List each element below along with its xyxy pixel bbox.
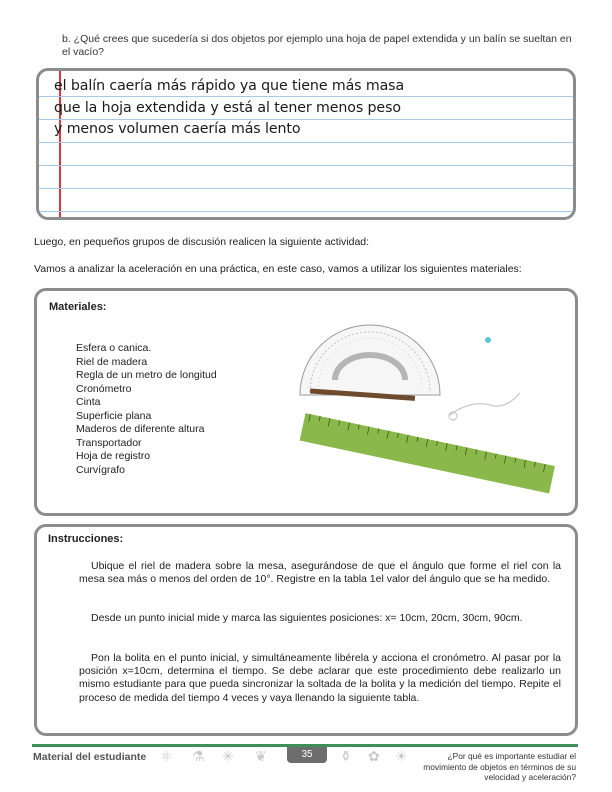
material-item: Regla de un metro de longitud [76, 369, 217, 381]
material-item: Cinta [76, 396, 101, 408]
ball-icon [485, 337, 491, 343]
handwritten-answer [54, 76, 554, 141]
material-item: Transportador [76, 436, 142, 449]
instruction-paragraph-1 [79, 560, 561, 586]
test-tube-icon: ⚗ [192, 748, 205, 764]
material-item: Riel de madera [76, 355, 148, 368]
material-item: Curvígrafo [76, 463, 126, 476]
atom-icon: ⚛ [160, 748, 173, 764]
tape-icon [450, 393, 520, 415]
material-item: Superficie plana [76, 409, 152, 422]
answer-line: y menos volumen caería más lento [54, 121, 301, 137]
answer-line: el balín caería más rápido ya que tiene más masa [54, 78, 405, 94]
protractor-icon [300, 325, 440, 395]
material-item: Hoja de registro [76, 450, 151, 462]
leaf-icon: ❦ [255, 748, 267, 764]
intro-line-1: Luego, en pequeños grupos de discusión realicen la siguiente actividad: [34, 236, 370, 248]
ruler-icon [300, 413, 555, 493]
instruction-paragraph-2 [79, 612, 561, 625]
instruction-text: Ubique el riel de madera sobre la mesa, asegurándose de que el ángulo que forme el riel con la mesa sea más o menos del orden de 10°. Registre en la tabla 1el valor del ángulo que se ha medido. [79, 560, 561, 586]
ruled-line [39, 211, 573, 212]
instruction-text: Desde un punto inicial mide y marca las siguientes posiciones: x= 10cm, 20cm, 30cm, 90cm. [91, 612, 523, 624]
intro-line-2: Vamos a analizar la aceleración en una práctica, en este caso, vamos a utilizar los siguientes materiales: [34, 263, 522, 275]
instructions-title: Instrucciones: [48, 533, 124, 545]
materials-illustration [290, 320, 560, 500]
footer-question: ¿Por qué es importante estudiar el movimiento de objetos en términos de su velocidad y aceleración? [423, 751, 576, 782]
molecule-icon: ✳ [222, 748, 234, 764]
material-item: Maderos de diferente altura [76, 423, 205, 435]
materials-list [76, 342, 217, 477]
materials-title: Materiales: [49, 301, 107, 313]
flower-icon: ✿ [368, 748, 380, 764]
instruction-text: Pon la bolita en el punto inicial, y simultáneamente libérela y acciona el cronómetro. Al pasar por la posición x=10cm, determina el tiempo. Se debe aclarar que este procedimiento debe realizarlo un mismo estudiante para que pueda sincronizar la soltada de la bolita y la medición del tiempo. Repite el proceso de medida del tiempo 4 veces y vaya llenando la siguiente tabla. [79, 652, 561, 704]
bulb-icon: ☀ [395, 748, 408, 764]
material-item: Cronómetro [76, 382, 132, 395]
question-text: b. ¿Qué crees que sucedería si dos objetos por ejemplo una hoja de papel extendida y un balín se sueltan en el vacío? [62, 33, 572, 58]
flask-icon: ⚱ [340, 748, 352, 764]
answer-line: que la hoja extendida y está al tener menos peso [54, 99, 401, 116]
material-item: Esfera o canica. [76, 342, 152, 354]
ruled-line [39, 188, 573, 189]
footer-title: Material del estudiante [33, 751, 147, 763]
ruled-line [39, 142, 573, 143]
instruction-paragraph-3 [79, 652, 561, 705]
page-number: 35 [287, 747, 327, 763]
ruled-line [39, 165, 573, 166]
